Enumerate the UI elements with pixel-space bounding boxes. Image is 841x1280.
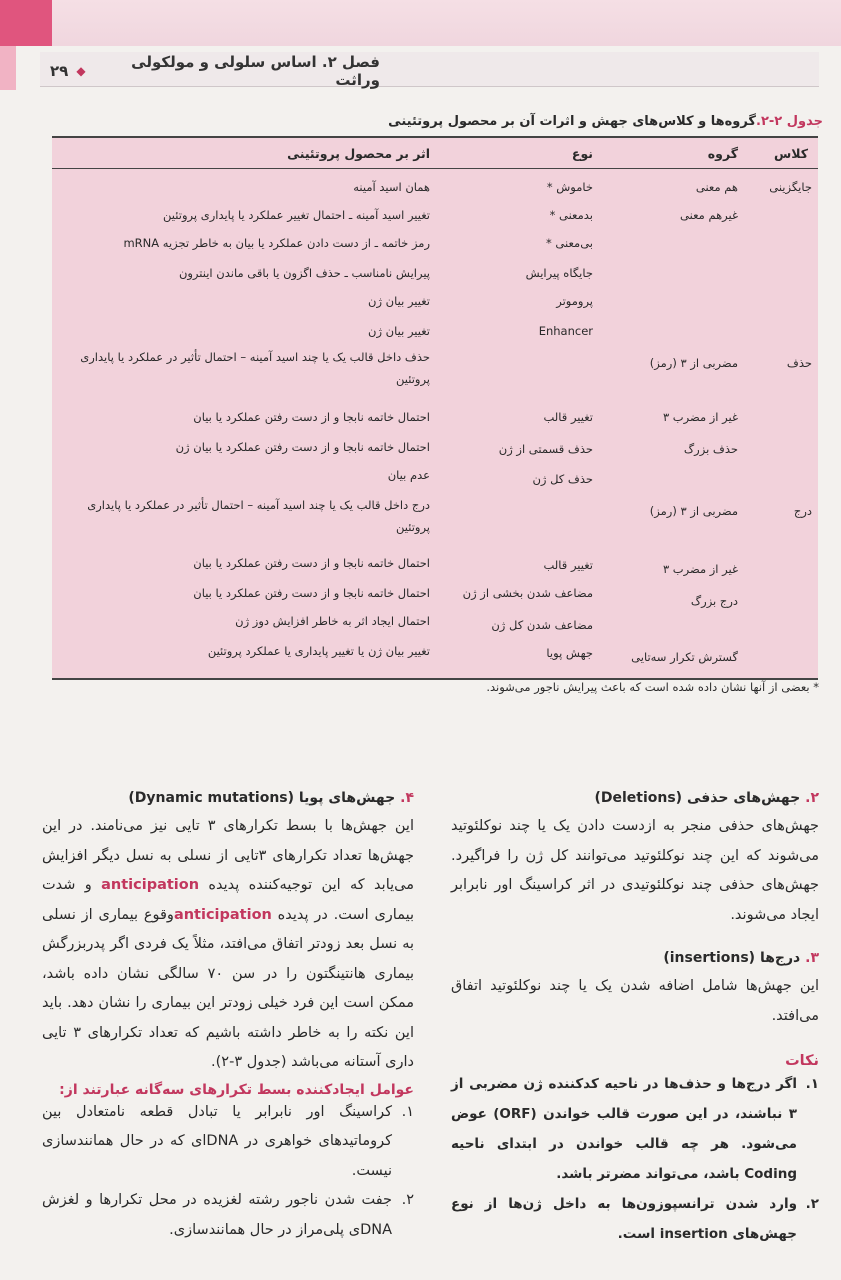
header-effect: اثر بر محصول پروتئینی (287, 146, 430, 161)
table-cell-effect: احتمال ایجاد اثر به خاطر افزایش دوز ژن (235, 614, 430, 628)
section-title: جهش‌های حذفی (Deletions) (594, 790, 801, 806)
corner-tab-lower (0, 46, 16, 90)
factor-number: ۲. (401, 1192, 414, 1208)
table-cell-effect: پیرایش نامناسب ـ حذف اگزون یا باقی ماندن اینترون (178, 266, 430, 280)
corner-tab (0, 0, 52, 46)
dynamic-text-part: وقوع بیماری از نسلی به نسل بعد زودتر اتفاق می‌افتد، مثلاً یک فردی اگر پدربزرگش بیماری هانتینگتون را در سن ۷۰ سالگی نشان داده باشد، ممکن است این فرد خیلی زودتر این بیماری را نشان دهد. باید این نکته را به خاطر داشته باشیم که تعداد تکرارهای ۳ تایی داری آستانه می‌باشد (جدول ۳-۲). (42, 906, 414, 1070)
header-group: گروه (707, 146, 738, 161)
insertions-body: این جهش‌ها شامل اضافه شدن یک یا چند نوکلئوتید اتفاق می‌افتد. (451, 978, 819, 1024)
running-header-text (50, 53, 380, 89)
table-cell-effect: حذف داخل قالب یک یا چند اسید آمینه – احتمال تأثیر در عملکرد یا پایداری پروتئین (80, 350, 430, 386)
note-number: ۲. (805, 1196, 819, 1212)
table-cell-type: جایگاه پیرایش (525, 266, 593, 280)
table-cell-effect: همان اسید آمینه (353, 180, 430, 194)
table-cell-class: جایگزینی (769, 180, 812, 194)
insertions-heading (451, 950, 819, 966)
table-cell-group: گسترش تکرار سه‌تایی (631, 650, 738, 664)
table-title: گروه‌ها و کلاس‌های جهش و اثرات آن بر محصول پروتئینی (388, 114, 756, 129)
table-cell-group: غیر از مضرب ۳ (662, 410, 738, 424)
left-column (42, 790, 414, 1245)
table-caption (23, 114, 823, 129)
dynamic-text-part: این جهش‌ها با بسط تکرارهای ۳ تایی نیز می‌نامند. در این جهش‌ها تعداد تکرارهای ۳تایی از نسلی به نسل دیگر افزایش می‌یابد که این توجیه‌کننده پدیده (42, 818, 414, 893)
table-cell-group: هم معنی (695, 180, 738, 194)
chapter-title: فصل ۲. اساس سلولی و مولکولی وراثت (131, 53, 380, 89)
table-cell-effect: تغییر بیان ژن یا تغییر پایداری یا عملکرد پروتئین (207, 644, 430, 658)
notes-heading: نکات (785, 1053, 819, 1069)
table-cell-effect: احتمال خاتمه نابجا و از دست رفتن عملکرد یا بیان (193, 586, 430, 600)
table-cell-type: خاموش * (546, 180, 593, 194)
note-text: اگر درج‌ها و حذف‌ها در ناحیه کدکننده ژن مضربی از ۳ نباشند، در این صورت قالب خواندن (ORF) عوض می‌شود. هر چه قالب خواندن در ابتدای ناحیه Coding باشد، می‌تواند مضرتر باشد. (451, 1076, 797, 1182)
header-class: کلاس (773, 146, 808, 161)
anticipation-term: anticipation (173, 906, 272, 923)
note-text: وارد شدن ترانسپوزون‌ها به داخل ژن‌ها از نوع جهش‌های insertion است. (451, 1196, 797, 1242)
anticipation-term: anticipation (101, 877, 200, 893)
table-cell-class: حذف (786, 356, 812, 370)
table-cell-type: جهش پویا (546, 646, 593, 660)
right-column (451, 790, 819, 1249)
table-cell-effect: احتمال خاتمه نابجا و از دست رفتن عملکرد یا بیان (193, 556, 430, 570)
table-cell-group: مضربی از ۳ (رمز) (649, 356, 738, 370)
table-cell-type: تغییر قالب (543, 558, 593, 572)
factor-text: کراسینگ اور نابرابر یا تبادل قطعه نامتعادل بین کروماتیدهای خواهری در DNAای که در حال همانندسازی نیست. (42, 1103, 392, 1179)
table-cell-group: حذف بزرگ (683, 442, 738, 456)
table-cell-type: پروموتر (556, 294, 593, 308)
table-cell-type: مضاعف شدن بخشی از ژن (462, 586, 593, 600)
section-number: ۳. (805, 950, 819, 966)
table-number: جدول ۲-۲. (756, 114, 823, 129)
table-cell-effect: درج داخل قالب یک یا چند اسید آمینه – احتمال تأثیر در عملکرد یا پایداری پروتئین (87, 498, 430, 534)
section-title: جهش‌های پویا (Dynamic mutations) (128, 790, 396, 806)
table-cell-class: درج (793, 504, 812, 518)
note-item (451, 1189, 819, 1249)
table-cell-effect: تغییر بیان ژن (368, 324, 430, 338)
table-cell-type: بی‌معنی * (546, 236, 593, 250)
factor-item (42, 1186, 414, 1245)
table-cell-type: مضاعف شدن کل ژن (491, 618, 593, 632)
table-cell-effect: احتمال خاتمه نابجا و از دست رفتن عملکرد یا بیان (193, 410, 430, 424)
table-cell-effect: رمز خاتمه ـ از دست دادن عملکرد یا بیان به خاطر تجزیه mRNA (123, 236, 430, 250)
table-cell-type: بدمعنی * (549, 208, 593, 222)
table-cell-group: غیر از مضرب ۳ (662, 562, 738, 576)
table-footnote: * بعضی از آنها نشان داده شده است که باعث پیرایش ناجور می‌شوند. (486, 680, 819, 694)
factor-number: ۱. (401, 1103, 414, 1120)
table-cell-group: مضربی از ۳ (رمز) (649, 504, 738, 518)
page-number: ۲۹ (50, 62, 69, 80)
table-cell-effect: عدم بیان (387, 468, 430, 482)
factor-text: جفت شدن ناجور رشته لغزیده در محل تکرارها و لغزش DNAی پلی‌مراز در حال همانندسازی. (42, 1192, 392, 1238)
mutation-table (52, 136, 818, 680)
dynamic-body (42, 812, 414, 1078)
section-number: ۲. (805, 790, 819, 806)
factors-heading: عوامل ایجادکننده بسط تکرارهای سه‌گانه عبارتند از: (59, 1081, 414, 1098)
table-cell-group: غیرهم معنی (680, 208, 738, 222)
table-cell-type: حذف کل ژن (532, 472, 593, 486)
deletions-body: جهش‌های حذفی منجر به ازدست دادن یک یا چند نوکلئوتید می‌شوند که این چند نوکلئوتید می‌توانند کل ژن را فراگیرد. جهش‌های حذفی چند نوکلئوتیدی در اثر کراسینگ اور نابرابر ایجاد می‌شوند. (451, 818, 819, 923)
deletions-heading (451, 790, 819, 806)
table-cell-effect: تغییر اسید آمینه ـ احتمال تغییر عملکرد یا پایداری پروتئین (163, 208, 430, 222)
table-cell-type: تغییر قالب (543, 410, 593, 424)
table-cell-type: حذف قسمتی از ژن (498, 442, 593, 456)
dynamic-heading (42, 790, 414, 806)
table-header-row (52, 138, 818, 169)
factor-item (42, 1098, 414, 1187)
diamond-icon: ◆ (76, 64, 86, 78)
table-cell-type: Enhancer (538, 324, 593, 338)
table-cell-effect: تغییر بیان ژن (368, 294, 430, 308)
header-type: نوع (571, 146, 593, 161)
dynamic-text-part: و شدت بیماری است. در پدیده (42, 877, 415, 923)
note-item (451, 1069, 819, 1189)
section-number: ۴. (400, 790, 414, 806)
table-cell-group: درج بزرگ (690, 594, 738, 608)
header-band (52, 0, 841, 46)
section-title: درج‌ها (insertions) (663, 950, 801, 966)
table-cell-effect: احتمال خاتمه نابجا و از دست رفتن عملکرد یا بیان ژن (175, 440, 430, 454)
note-number: ۱. (805, 1076, 819, 1092)
